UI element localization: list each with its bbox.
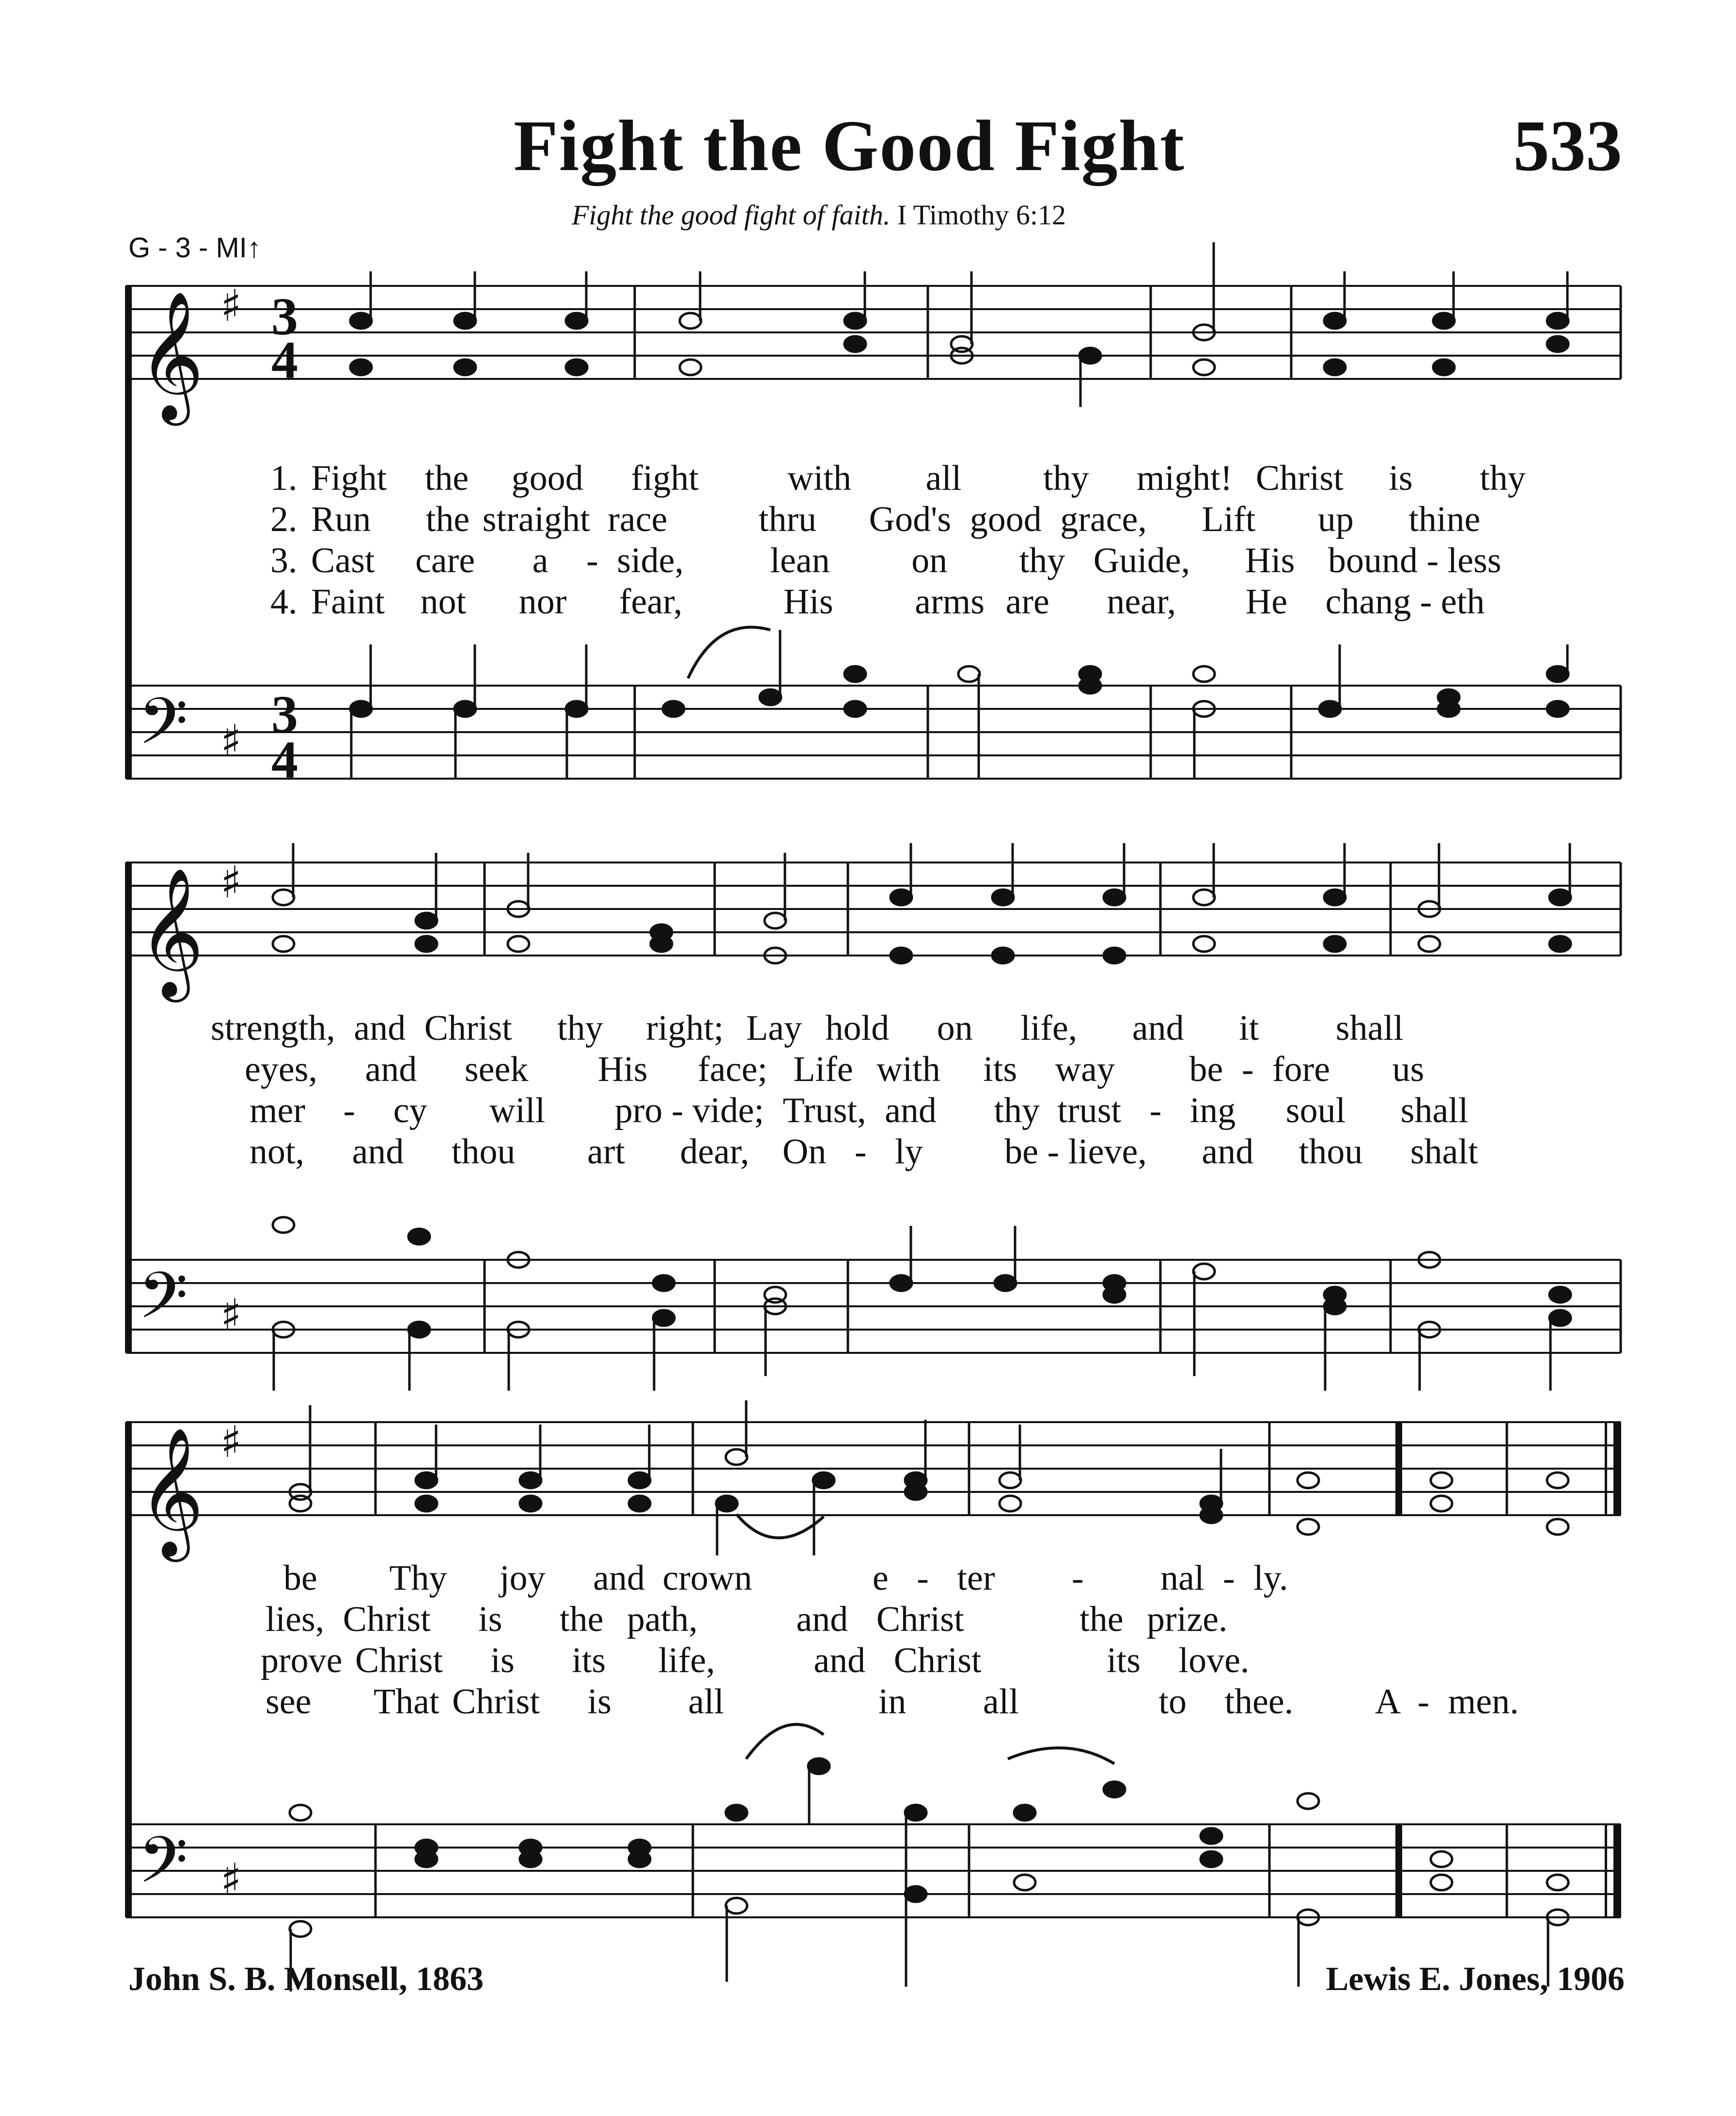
lyric-word: grace,	[1060, 500, 1147, 539]
lyric-word: nor	[518, 582, 567, 622]
lyric-word: Thy	[389, 1558, 447, 1598]
lyric-word: be	[283, 1558, 317, 1598]
verse-number: 3.	[270, 541, 297, 580]
lyric-word: is	[587, 1682, 611, 1722]
lyric-word: Christ	[452, 1682, 540, 1722]
lyric-word: its	[1107, 1641, 1141, 1680]
lyric-word: Christ	[893, 1641, 982, 1680]
lyric-word: art	[587, 1132, 626, 1172]
verse-3-line-1	[270, 540, 1501, 581]
lyric-word: Faint	[311, 582, 385, 622]
lyric-word: shall	[1400, 1091, 1469, 1130]
verse-2-line-2	[245, 1049, 1424, 1090]
lyric-word: is	[478, 1599, 502, 1639]
svg-text:♯: ♯	[220, 716, 242, 767]
lyric-word: right;	[646, 1008, 724, 1048]
scripture-reference: I Timothy 6:12	[897, 199, 1066, 231]
lyric-word: and	[1202, 1132, 1254, 1172]
lyric-word: Trust,	[782, 1091, 866, 1130]
lyric-word: care	[415, 541, 475, 580]
lyric-word: prove	[261, 1641, 343, 1680]
lyric-word: and	[593, 1558, 645, 1598]
svg-text:𝄞: 𝄞	[138, 867, 204, 997]
lyric-word: arms	[915, 582, 985, 622]
lyric-word: thine	[1408, 500, 1481, 539]
lyric-word: Christ	[1255, 458, 1344, 498]
lyric-word: fore	[1272, 1050, 1330, 1089]
svg-text:4: 4	[271, 730, 298, 789]
lyric-word: and	[354, 1008, 406, 1048]
lyric-word: lieve,	[1068, 1132, 1147, 1172]
hyphen: -	[1149, 1091, 1162, 1130]
svg-text:♯: ♯	[220, 1290, 242, 1341]
svg-text:3: 3	[271, 685, 298, 744]
lyric-word: its	[983, 1050, 1017, 1089]
svg-text:♯: ♯	[220, 1854, 242, 1905]
lyric-word: path,	[626, 1599, 698, 1639]
lyric-word: Christ	[424, 1008, 512, 1048]
lyric-word: thy	[557, 1008, 603, 1048]
lyric-word: thru	[758, 500, 817, 539]
lyric-word: might!	[1137, 458, 1233, 498]
lyric-word: love.	[1178, 1641, 1250, 1680]
lyric-word: with	[787, 458, 852, 498]
lyric-word: is	[1389, 458, 1413, 498]
lyric-word: good	[511, 458, 583, 498]
lyric-word: That	[374, 1682, 439, 1722]
lyric-word: the	[1079, 1599, 1124, 1639]
lyric-word: God's	[869, 500, 952, 539]
lyric-word: On	[782, 1132, 827, 1172]
lyric-word: the	[425, 500, 470, 539]
lyric-word: and	[796, 1599, 848, 1639]
lyric-word: ing	[1189, 1091, 1236, 1130]
verse-4-line-3	[266, 1681, 1519, 1723]
svg-text:𝄢: 𝄢	[138, 1258, 188, 1348]
hyphen: -	[1071, 1558, 1084, 1598]
hyphen: -	[343, 1091, 356, 1130]
lyric-word: ly	[895, 1132, 923, 1172]
lyric-word: it	[1239, 1008, 1259, 1048]
lyric-word: prize.	[1147, 1599, 1228, 1639]
lyric-word: trust	[1057, 1091, 1122, 1130]
key-info: G - 3 - MI↑	[128, 232, 261, 264]
lyric-word: not,	[250, 1132, 305, 1172]
lyric-word: bound	[1328, 541, 1418, 580]
lyric-word: pro	[614, 1091, 663, 1130]
verse-4-line-1	[270, 581, 1485, 623]
lyric-word: way	[1055, 1050, 1115, 1089]
verse-1-line-3	[283, 1558, 1288, 1599]
lyric-word: His	[783, 582, 833, 622]
hyphen: -	[854, 1132, 867, 1172]
lyric-word: thy	[1019, 541, 1065, 580]
lyric-word: its	[572, 1641, 606, 1680]
lyric-word: less	[1447, 541, 1501, 580]
lyric-word: eth	[1440, 582, 1485, 622]
lyric-word: soul	[1285, 1091, 1346, 1130]
lyric-word: fight	[631, 458, 699, 498]
hymn-title: Fight the Good Fight	[514, 106, 1185, 186]
svg-text:♯: ♯	[220, 1417, 242, 1468]
svg-text:𝄞: 𝄞	[138, 291, 204, 420]
lyric-word: hold	[825, 1008, 890, 1048]
lyric-word: all	[688, 1682, 724, 1722]
verse-3-line-2	[250, 1090, 1468, 1131]
svg-text:♯: ♯	[220, 281, 242, 331]
lyric-word: Fight	[311, 458, 387, 498]
lyric-word: on	[911, 541, 948, 580]
verse-1-line-1	[270, 458, 1526, 499]
lyric-word: shall	[1335, 1008, 1404, 1048]
lyric-word: the	[424, 458, 469, 498]
lyric-word: Guide,	[1093, 541, 1190, 580]
lyric-word: and	[352, 1132, 404, 1172]
lyric-word: side,	[617, 541, 684, 580]
hymn-number: 533	[1513, 106, 1622, 186]
hyphen: -	[917, 1558, 929, 1598]
lyric-word: dear,	[680, 1132, 750, 1172]
lyric-word: and	[365, 1050, 417, 1089]
lyric-word: thy	[1480, 458, 1526, 498]
lyric-word: lean	[770, 541, 830, 580]
lyric-word: Christ	[355, 1641, 443, 1680]
lyric-word: seek	[464, 1050, 529, 1089]
lyric-word: to	[1158, 1682, 1187, 1722]
lyric-word: all	[925, 458, 962, 498]
scripture-quote: Fight the good fight of faith.	[572, 199, 891, 231]
lyric-word: -	[586, 541, 598, 580]
lyric-word: on	[937, 1008, 973, 1048]
lyric-word: near,	[1107, 582, 1176, 622]
hyphen: -	[1426, 541, 1439, 580]
heavy-barlines	[1395, 1422, 1621, 1917]
lyric-word: will	[489, 1091, 546, 1130]
lyric-word: Christ	[876, 1599, 964, 1639]
lyric-word: ter	[957, 1558, 995, 1598]
lyric-word: up	[1317, 500, 1354, 539]
lyric-word: vide;	[692, 1091, 764, 1130]
verse-number: 1.	[270, 458, 297, 498]
lyric-word: His	[597, 1050, 648, 1089]
lyric-word: He	[1245, 582, 1288, 622]
svg-text:𝄢: 𝄢	[138, 684, 188, 774]
lyric-word: life,	[1020, 1008, 1078, 1048]
lyric-word: ly.	[1253, 1558, 1288, 1598]
lyric-word: eyes,	[245, 1050, 317, 1089]
verse-number: 4.	[270, 582, 297, 622]
lyric-word: be	[1189, 1050, 1223, 1089]
lyric-word: chang	[1325, 582, 1411, 622]
lyric-word: men.	[1448, 1682, 1519, 1722]
lyric-word: us	[1392, 1050, 1424, 1089]
svg-text:♯: ♯	[220, 857, 242, 908]
lyric-word: see	[266, 1682, 312, 1722]
lyric-word: thou	[451, 1132, 516, 1172]
lyric-word: nal	[1160, 1558, 1204, 1598]
lyric-word: strength,	[211, 1008, 335, 1048]
lyric-word: and	[885, 1091, 937, 1130]
lyric-word: in	[878, 1682, 907, 1722]
lyric-word: good	[970, 500, 1042, 539]
svg-text:𝄞: 𝄞	[138, 1427, 204, 1556]
lyric-word: A	[1375, 1682, 1399, 1722]
lyric-word: the	[560, 1599, 604, 1639]
lyric-word: His	[1245, 541, 1295, 580]
hyphen: -	[1223, 1558, 1235, 1598]
lyric-word: be	[1004, 1132, 1038, 1172]
composer-credit: Lewis E. Jones, 1906	[1326, 1960, 1625, 1998]
lyric-word: not	[420, 582, 467, 622]
verse-1-line-2	[211, 1008, 1404, 1049]
lyric-word: life,	[658, 1641, 715, 1680]
verse-2-line-1	[270, 499, 1480, 540]
lyric-word: fear,	[619, 582, 683, 622]
verse-4-line-2	[250, 1131, 1478, 1173]
lyric-word: cy	[393, 1091, 427, 1130]
lyric-word: shalt	[1410, 1132, 1478, 1172]
lyric-word: a	[532, 541, 548, 580]
lyric-word: joy	[500, 1558, 546, 1598]
lyric-word: mer	[250, 1091, 306, 1130]
svg-text:𝄢: 𝄢	[138, 1822, 188, 1913]
verse-2-line-3	[266, 1599, 1227, 1640]
lyric-word: with	[876, 1050, 940, 1089]
lyric-word: Christ	[343, 1599, 431, 1639]
lyric-word: all	[983, 1682, 1019, 1722]
hyphen: -	[1241, 1050, 1254, 1089]
lyric-word: race	[608, 500, 668, 539]
lyric-word: Run	[311, 500, 371, 539]
lyric-word: Lift	[1202, 500, 1256, 539]
lyric-word: e	[872, 1558, 889, 1598]
lyric-word: lies,	[266, 1599, 325, 1639]
lyric-word: face;	[698, 1050, 767, 1089]
lyric-word: Lay	[746, 1008, 802, 1048]
svg-text:3: 3	[271, 287, 298, 346]
lyric-word: Life	[793, 1050, 853, 1089]
lyric-word: crown	[662, 1558, 752, 1598]
lyric-word: straight	[482, 500, 590, 539]
verse-number: 2.	[270, 500, 297, 539]
hyphen: -	[1420, 582, 1432, 622]
lyric-word: is	[490, 1641, 515, 1680]
lyric-word: thy	[994, 1091, 1040, 1130]
system-brackets	[125, 286, 132, 1917]
hyphen: -	[1417, 1682, 1430, 1722]
lyric-word: thou	[1298, 1132, 1363, 1172]
hyphen: -	[671, 1091, 684, 1130]
author-credit: John S. B. Monsell, 1863	[128, 1960, 484, 1998]
lyric-word: and	[1132, 1008, 1184, 1048]
lyric-word: thy	[1043, 458, 1089, 498]
lyric-word: Cast	[311, 541, 375, 580]
verse-3-line-3	[261, 1640, 1249, 1681]
lyric-word: thee.	[1224, 1682, 1294, 1722]
lyric-word: and	[813, 1641, 866, 1680]
lyric-word: are	[1005, 582, 1049, 622]
svg-text:4: 4	[271, 330, 298, 390]
hyphen: -	[1047, 1132, 1060, 1172]
